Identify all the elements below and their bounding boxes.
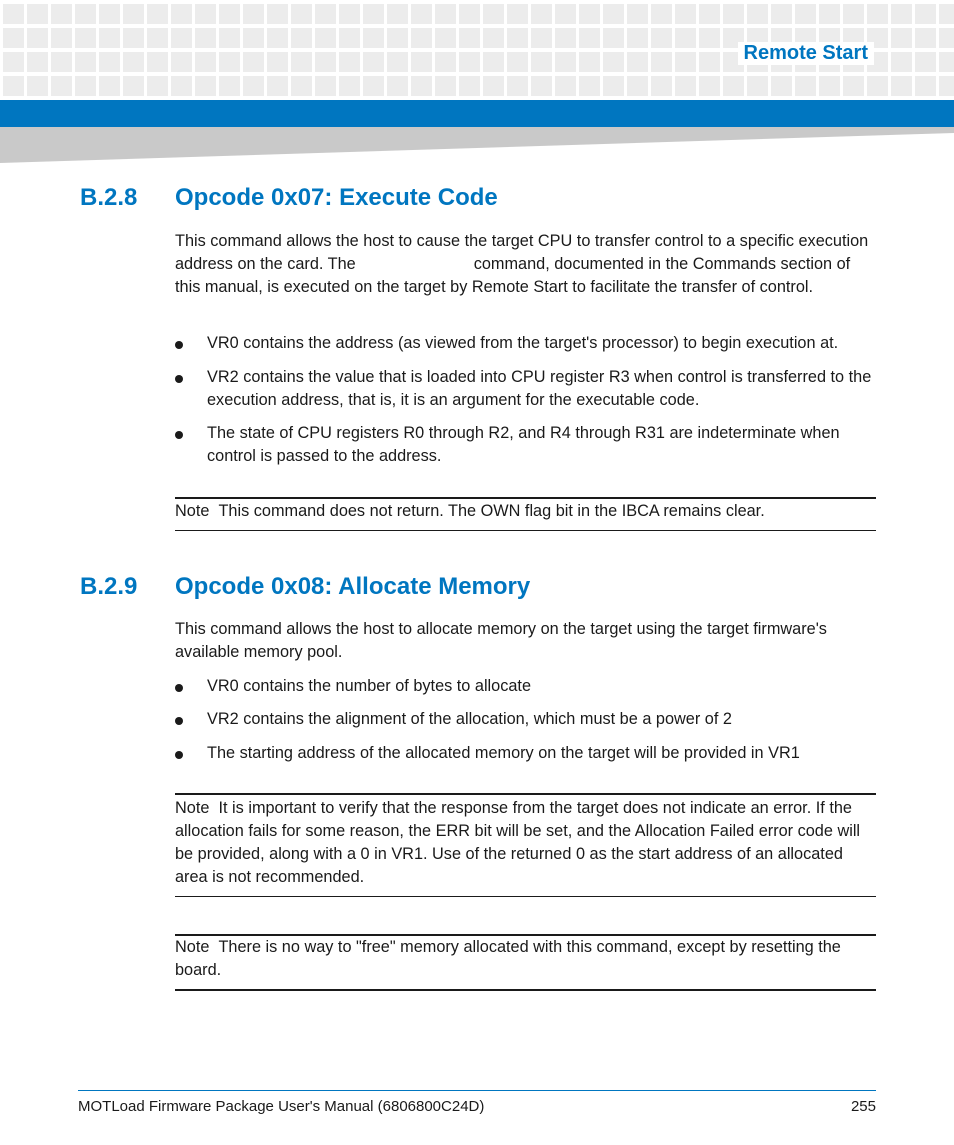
note-text: There is no way to "free" memory allocated with this command, except by resetting the board. <box>175 938 841 979</box>
section-title: Opcode 0x07: Execute Code <box>175 184 498 211</box>
note-top-rule <box>175 497 876 499</box>
note-text: It is important to verify that the response from the target does not indicate an error. If the allocation fails for some reason, the ERR bit will be set, and the Allocation Failed error code will be provided, along with a 0 in VR1. Use of the returned 0 as the start address of an allocated area is not recommended. <box>175 799 861 886</box>
section-paragraph: This command allows the host to allocate memory on the target using the target firmware's available memory pool. <box>175 620 827 661</box>
section-title: Opcode 0x08: Allocate Memory <box>175 573 531 600</box>
bullet-icon <box>175 684 183 692</box>
bullet-icon <box>175 717 183 725</box>
bullet-icon <box>175 431 183 439</box>
running-header-title: Remote Start <box>738 42 874 65</box>
footer-rule <box>78 1090 876 1091</box>
note-box <box>175 500 876 523</box>
section-paragraph: This command allows the host to cause the target CPU to transfer control to a specific execution address on the card. The command, documented in the Commands section of this manual, is executed on the target by Remote Start to facilitate the transfer of control. <box>175 232 869 296</box>
bullet-icon <box>175 751 183 759</box>
note-text: This command does not return. The OWN flag bit in the IBCA remains clear. <box>218 502 765 520</box>
note-box <box>175 936 876 982</box>
note-bottom-rule <box>175 989 876 991</box>
bullet-icon <box>175 341 183 349</box>
note-label: Note <box>175 502 210 520</box>
note-label: Note <box>175 799 210 817</box>
header-gray-wedge <box>0 127 954 163</box>
note-bottom-rule <box>175 530 876 531</box>
note-bottom-rule <box>175 896 876 897</box>
section-number: B.2.9 <box>80 573 138 600</box>
note-label: Note <box>175 938 210 956</box>
bullet-icon <box>175 375 183 383</box>
header-blue-bar <box>0 100 954 127</box>
footer-manual-title: MOTLoad Firmware Package User's Manual (6806800C24D) <box>78 1098 485 1115</box>
section-number: B.2.8 <box>80 184 138 211</box>
note-top-rule <box>175 793 876 795</box>
footer-page-number: 255 <box>850 1098 876 1115</box>
note-box <box>175 797 876 889</box>
